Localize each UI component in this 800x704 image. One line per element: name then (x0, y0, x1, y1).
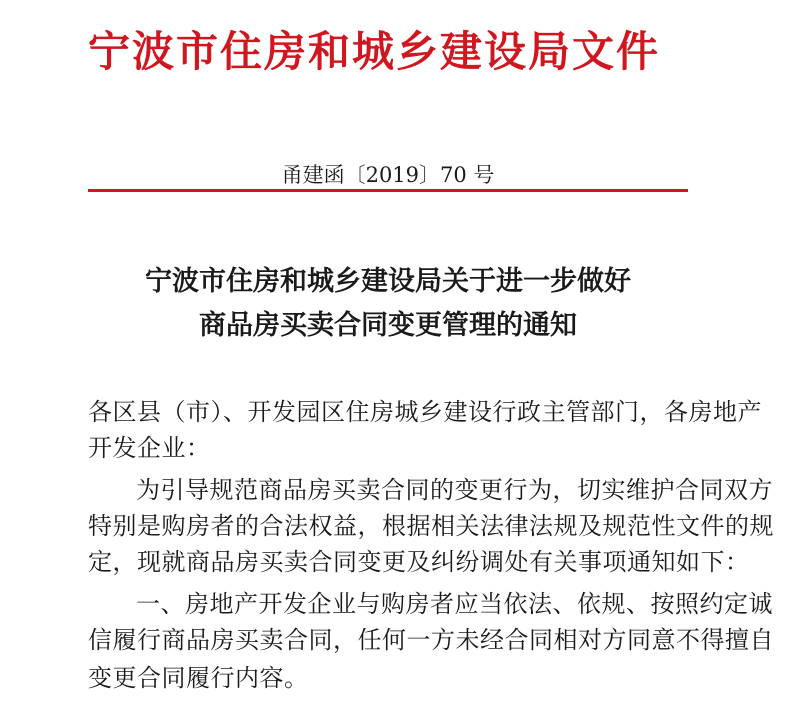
body-line: 为引导规范商品房买卖合同的变更行为，切实维护合同双方 (136, 476, 773, 504)
body-line: 变更合同履行内容。 (88, 664, 309, 692)
notice-title-line-2: 商品房买卖合同变更管理的通知 (199, 310, 577, 341)
notice-title-line-1: 宁波市住房和城乡建设局关于进一步做好 (145, 266, 631, 297)
body-line: 一、房地产开发企业与购房者应当依法、依规、按照约定诚 (136, 590, 773, 618)
document-number: 甬建函〔2019〕70 号 (281, 163, 495, 187)
body-line: 定，现就商品房买卖合同变更及纠纷调处有关事项通知如下： (88, 548, 750, 576)
body-line: 信履行商品房买卖合同，任何一方未经合同相对方同意不得擅自 (88, 626, 774, 654)
body-line: 开发企业： (88, 434, 211, 462)
body-line: 各区县（市）、开发园区住房城乡建设行政主管部门，各房地产 (88, 398, 762, 426)
red-divider (88, 189, 688, 192)
issuer-header: 宁波市住房和城乡建设局文件 (88, 27, 661, 76)
body-line: 特别是购房者的合法权益，根据相关法律法规及规范性文件的规 (88, 512, 774, 540)
